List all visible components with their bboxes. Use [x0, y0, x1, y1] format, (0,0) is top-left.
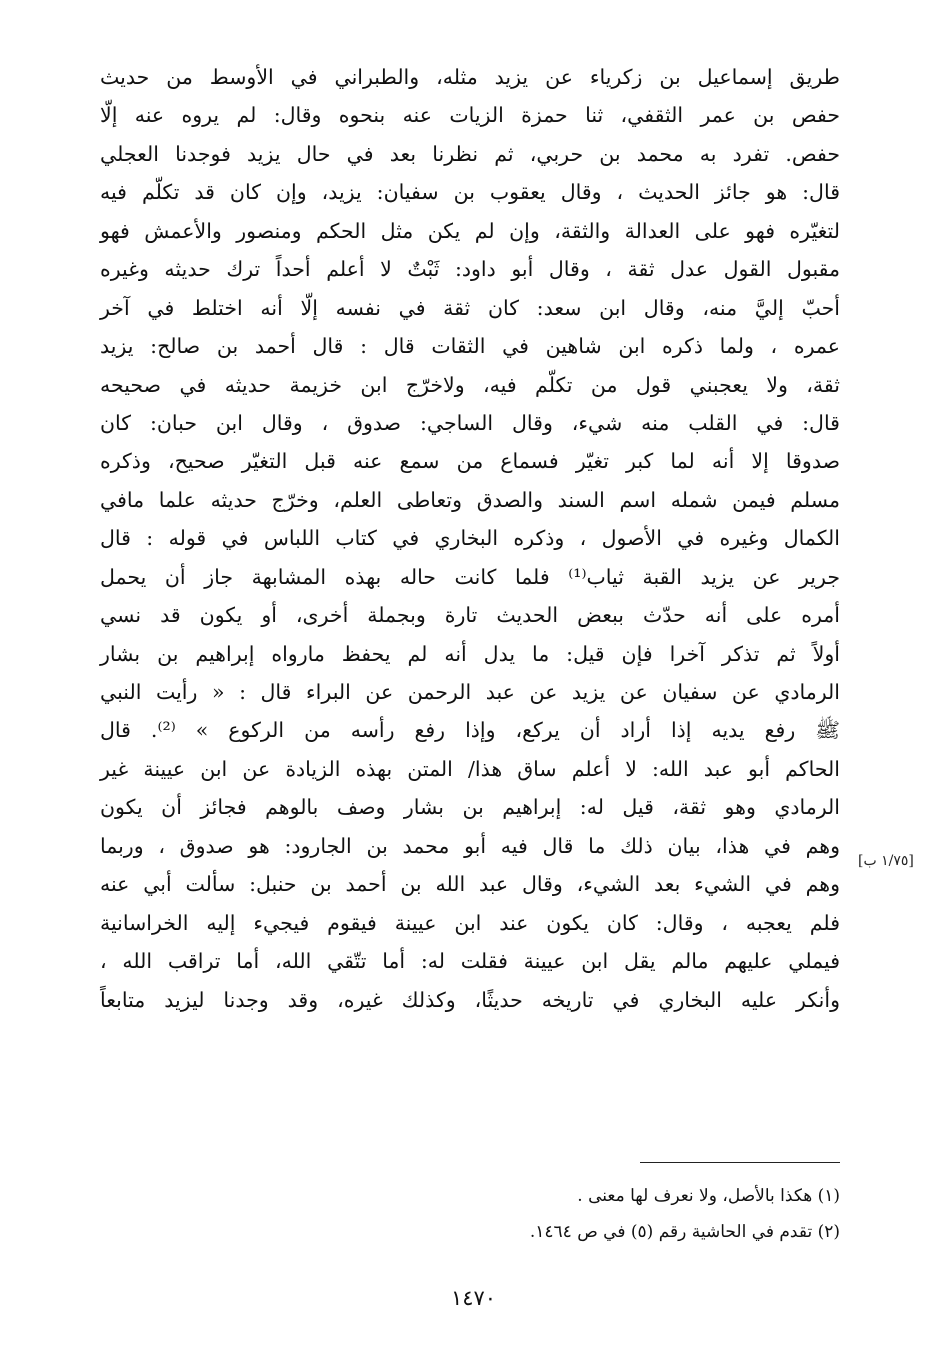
body-line: عمره ، ولما ذكره ابن شاهين في الثقات قال : قال أحمد بن صالح: يزيد — [100, 334, 840, 359]
margin-manuscript-reference: [١/٧٥ ب] — [858, 853, 914, 869]
body-line: وهم في الشيء بعد الشيء، وقال عبد الله بن أحمد بن حنبل: سألت أبي عنه — [100, 872, 840, 897]
body-line: صدوقا إلا أنه لما كبر تغيّر فسماع من سمع عنه قبل التغيّر صحيح، وذكره — [100, 449, 840, 474]
body-line: طريق إسماعيل بن زكرياء عن يزيد مثله، والطبراني في الأوسط من حديث — [100, 65, 840, 89]
body-line: الرمادي وهو ثقة، قيل له: إبراهيم بن بشار وصف بالوهم فجائز أن يكون — [100, 795, 840, 820]
body-line: أولاً ثم تذكر آخرا فإن قيل: ما يدل أنه لم يحفظ مارواه إبراهيم بن بشار — [100, 641, 840, 666]
body-line: حفص. تفرد به محمد بن حربي، ثم نظرنا بعد في حال يزيد فوجدنا العجلي — [100, 141, 840, 166]
body-line: أمره على أنه حدّث ببعض الحديث تارة وبجملة أخرى، أو يكون قد نسي — [100, 603, 840, 628]
footnote-2: (٢) تقدم في الحاشية رقم (٥) في ص ١٤٦٤. — [529, 1222, 840, 1242]
footnotes-block — [100, 1178, 840, 1250]
page-number: ١٤٧٠ — [450, 1286, 497, 1310]
body-line: أحبّ إليَّ منه، وقال ابن سعد: كان ثقة في نفسه إلّا أنه اختلط في آخر — [100, 295, 840, 320]
body-line: فلم يعجبه ، وقال: كان يكون عند ابن عيينة فيقوم فيجيء إليه الخراسانية — [100, 910, 840, 935]
body-line: قال: هو جائز الحديث ، وقال يعقوب بن سفيان: يزيد، وإن كان قد تكلّم فيه — [100, 180, 840, 205]
main-text-block — [100, 58, 840, 1019]
body-line: الكمال وغيره في الأصول ، وذكره البخاري في كتاب اللباس في قوله : قال — [100, 526, 840, 551]
body-line: الحاكم أبو عبد الله: لا أعلم ساق هذا/ المتن بهذه الزيادة عن ابن عيينة غير — [100, 756, 840, 781]
body-line: فيملي عليهم مالم يقل ابن عيينة فقلت له: أما تتّقي الله، أما تراقب الله ، — [100, 949, 840, 974]
footnote-separator-line — [640, 1162, 840, 1163]
body-line: وأنكر عليه البخاري في تاريخه حديثًا، وكذلك غيره، وقد وجدنا ليزيد متابعاً — [100, 987, 840, 1012]
body-line: ﷺ رفع يديه إذا أراد أن يركع، وإذا رفع رأسه من الركوع » ⁽²⁾. قال — [100, 718, 840, 743]
body-line: مقبول القول عدل ثقة ، وقال أبو داود: ثَبْتٌ لا أعلم أحداً ترك حديثه وغيره — [100, 257, 840, 282]
body-line: قال: في القلب منه شيء، وقال الساجي: صدوق ، وقال ابن حبان: كان — [100, 410, 840, 435]
body-line: لتغيّره فهو على العدالة والثقة، وإن لم يكن مثل الحكم ومنصور والأعمش فهو — [100, 218, 840, 243]
body-line: ثقة، ولا يعجبني قول من تكلّم فيه، ولاخرّج ابن خزيمة حديثه في صحيحه — [100, 372, 840, 397]
footnote-1: (١) هكذا بالأصل، ولا نعرف لها معنى . — [577, 1186, 840, 1206]
body-line: الرمادي عن سفيان عن يزيد عن عبد الرحمن عن البراء قال : « رأيت النبي — [100, 680, 840, 704]
body-line: جرير عن يزيد القبة ثياب⁽¹⁾ فلما كانت حاله بهذه المشابهة جاز أن يحمل — [100, 564, 840, 589]
body-line: مسلم فيمن شمله اسم السند والصدق وتعاطى العلم، وخرّج حديثه علما مافي — [100, 487, 840, 512]
body-line: وهم في هذا، بيان ذلك ما قال فيه أبو محمد بن الجارود: هو صدوق ، وربما — [100, 833, 840, 858]
body-line: حفص بن عمر الثقفي، ثنا حمزة الزيات عنه بنحوه وقال: لم يروه عنه إلّا — [100, 103, 840, 128]
